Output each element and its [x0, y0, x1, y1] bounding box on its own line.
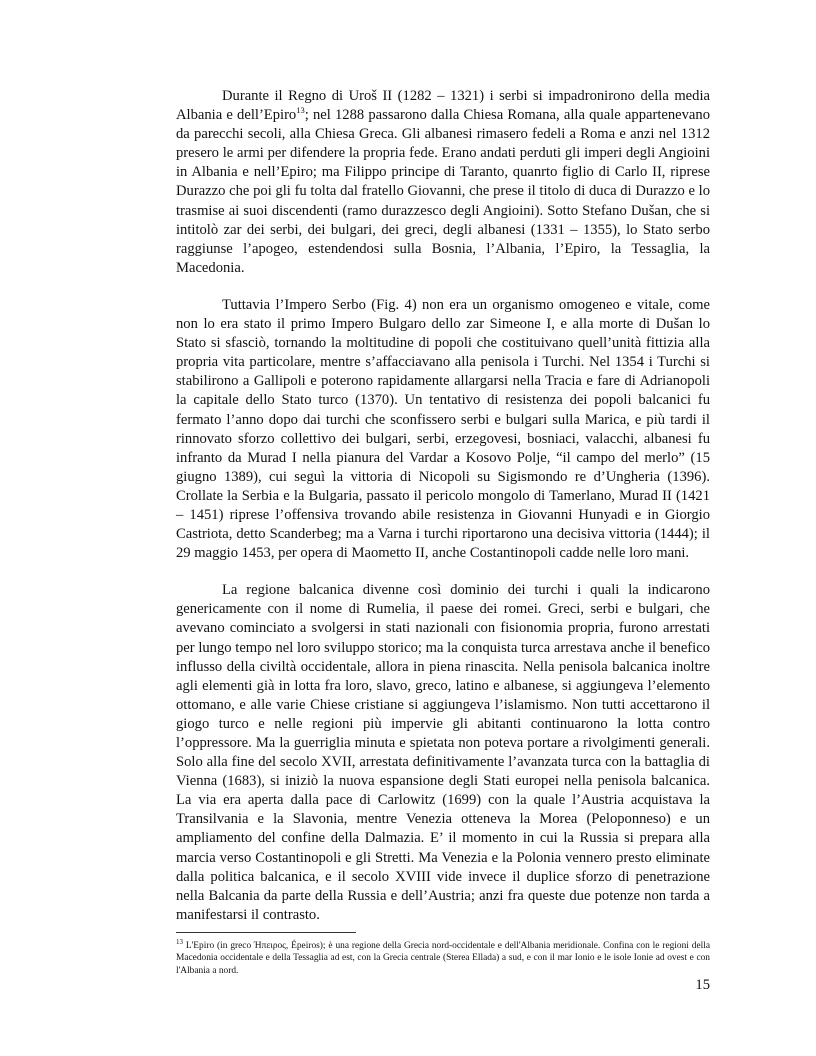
paragraph-1-text-start: Durante il Regno di Uroš II (1282 – 1321) i serbi si impadronirono della media Albania e dell’Epiro: [176, 88, 710, 124]
paragraph-1-text-end: ; nel 1288 passarono dalla Chiesa Romana, alla quale appartenevano da parecchi secoli, alla Chiesa Greca. Gli albanesi rimasero fedeli a Roma e anzi nel 1312 presero le armi per difendere la propria fede. Erano andati perduti gli imperi degli Angioini in Albania e nell’Epiro; ma Filippo principe di Taranto, quanrto figlio di Carlo II, riprese Durazzo che poi gli fu tolta dal fratello Giovanni, che prese il titolo di duca di Durazzo e lo trasmise ai suoi discendenti (ramo durazzesco degli Angioini). Sotto Stefano Dušan, che si intitolò zar dei serbi, dei bulgari, dei greci, degli albanesi (1331 – 1355), lo Stato serbo raggiunse l’apogeo, estendendosi sulla Bosnia, l’Albania, l’Epiro, la Tessaglia, la Macedonia.: [176, 107, 710, 276]
footnote-number: 13: [176, 937, 183, 946]
body-text: [176, 87, 710, 943]
footnote-text: L'Epiro (in greco Ήπειρος, Épeiros); è una regione della Grecia nord-occidentale e dell'Albania meridionale. Confina con le regioni della Macedonia occidentale e della Tessaglia ad est, con la Grecia centrale (Sterea Ellada) a sud, e con il mar Ionio e le isole Ionie ad ovest e con l'Albania a nord.: [176, 941, 710, 976]
footnote-divider: [176, 932, 356, 933]
paragraph-2: Tuttavia l’Impero Serbo (Fig. 4) non era un organismo omogeneo e vitale, come non lo era stato il primo Impero Bulgaro dello zar Simeone I, e alla morte di Dušan lo Stato si sfasciò, tornando la moltitudine di popoli che costituivano quell’unità fittizia alla propria vita particolare, mentre s’affacciavano alla penisola i Turchi. Nel 1354 i Turchi si stabilirono a Gallipoli e poterono rapidamente allargarsi nella Tracia e fare di Adrianopoli la capitale dello Stato turco (1370). Un tentativo di resistenza dei popoli balcanici fu fermato l’anno dopo dai turchi che sconfissero serbi e bulgari sulla Marica, e più tardi il rinnovato sforzo collettivo dei bulgari, serbi, erzegovesi, bosniaci, valacchi, albanesi fu infranto da Murad I nella pianura del Vardar a Kosovo Polje, “il campo del merlo” (15 giugno 1389), cui seguì la vittoria di Nicopoli su Sigismondo re d’Ungheria (1396). Crollate la Serbia e la Bulgaria, passato il pericolo mongolo di Tamerlano, Murad II (1421 – 1451) riprese l’offensiva trovando abile resistenza in Giovanni Hunyadi e in Giorgio Castriota, detto Scanderbeg; ma a Varna i turchi riportarono una decisiva vittoria (1444); il 29 maggio 1453, per opera di Maometto II, anche Costantinopoli cadde nelle loro mani.: [176, 296, 710, 562]
paragraph-3: La regione balcanica divenne così dominio dei turchi i quali la indicarono genericamente con il nome di Rumelia, il paese dei romei. Greci, serbi e bulgari, che avevano cominciato a svolgersi in stati nazionali con fisionomia propria, furono arrestati per lungo tempo nel loro sviluppo storico; ma la conquista turca arrestava anche il benefico influsso della civiltà occidentale, allora in piena rinascita. Nella penisola balcanica inoltre agli elementi già in lotta fra loro, slavo, greco, latino e albanese, si aggiungeva l’elemento ottomano, e alle varie Chiese cristiane si aggiungeva l’islamismo. Non tutti accettarono il giogo turco e nelle regioni più impervie gli abitanti continuarono la lotta contro l’oppressore. Ma la guerriglia minuta e spietata non poteva portare a rivolgimenti generali. Solo alla fine del secolo XVII, arrestata definitivamente l’avanzata turca con la battaglia di Vienna (1683), si iniziò la nuova espansione degli Stati europei nella penisola balcanica. La via era aperta dalla pace di Carlowitz (1699) con la quale l’Austria acquistava la Transilvania e la Slavonia, mentre Venezia otteneva la Morea (Peloponneso) e un ampliamento del confine della Dalmazia. E’ il momento in cui la Russia si prepara alla marcia verso Costantinopoli e gli Stretti. Ma Venezia e la Polonia vennero presto eliminate dalla politica balcanica, e il secolo XVIII vide invece il duplice sforzo di penetrazione nella Balcania da parte della Russia e dell’Austria; anzi fra queste due potenze non tarda a manifestarsi il contrasto.: [176, 582, 710, 923]
footnote-reference: 13: [296, 105, 305, 116]
footnote: [176, 937, 710, 977]
paragraph-1: [176, 87, 710, 278]
page-number: 15: [695, 977, 710, 993]
